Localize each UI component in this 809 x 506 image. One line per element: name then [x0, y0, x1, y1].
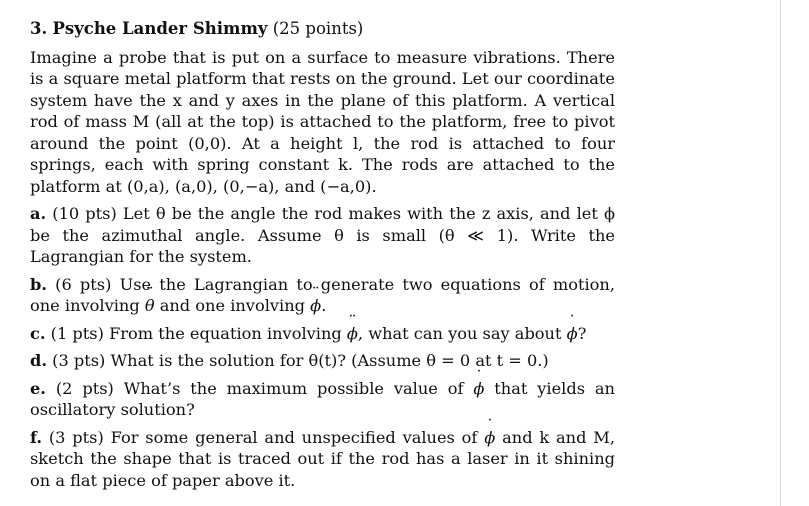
part-c-points: (1 pts): [50, 323, 104, 343]
part-b-text-1: Use the Lagrangian to generate two equations of motion, one involving: [30, 274, 615, 315]
part-a: [30, 203, 615, 268]
part-f-label: f.: [30, 427, 43, 447]
part-d: [30, 350, 615, 372]
part-e-points: (2 pts): [55, 378, 114, 398]
problem-content: [30, 18, 615, 497]
part-b: [30, 274, 615, 317]
theta-double-dot-symbol: θ ¨: [145, 295, 155, 317]
part-c-text-1: From the equation involving: [109, 323, 347, 343]
part-e: [30, 378, 615, 421]
part-d-label: d.: [30, 351, 47, 370]
problem-points: (25 points): [272, 19, 364, 38]
part-a-text: Let θ be the angle the rod makes with the z axis, and let ϕ be the azimuthal angle. Assume θ is small (θ ≪ 1). Write the Lagrangian for the system.: [30, 204, 615, 266]
problem-number: 3.: [30, 19, 48, 38]
problem-title: Psyche Lander Shimmy: [52, 19, 268, 38]
part-e-label: e.: [30, 378, 46, 398]
part-f-text-2: and k and M, sketch the shape that is traced out if the rod has a laser in it shining on a flat piece of paper above it.: [30, 427, 615, 490]
part-c-label: c.: [30, 323, 46, 343]
page-edge-divider: [780, 0, 781, 506]
part-c: [30, 323, 615, 345]
phi-dot-symbol: ϕ ˙: [484, 427, 495, 449]
problem-intro: Imagine a probe that is put on a surface to measure vibrations. There is a square metal platform that rests on the ground. Let our coordinate system have the x and y axes in the plane of this platform. A vertical rod of mass M (all at the top) is attached to the platform, free to pivot around the point (0,0). At a height l, the rod is attached to four springs, each with spring constant k. The rods are attached to the platform at (0,a), (a,0), (0,−a), and (−a,0).: [30, 47, 615, 196]
part-a-points: (10 pts): [52, 204, 117, 223]
part-c-text-2: , what can you say about: [357, 323, 567, 343]
part-f: [30, 427, 615, 492]
part-f-points: (3 pts): [48, 427, 104, 447]
part-b-text-3: .: [321, 296, 327, 315]
phi-double-dot-symbol: ϕ ¨: [310, 295, 321, 317]
part-b-label: b.: [30, 274, 47, 294]
part-b-points: (6 pts): [55, 274, 112, 294]
problem-heading: [30, 18, 615, 40]
phi-dot-symbol: ϕ ˙: [567, 323, 578, 345]
part-f-text-1: For some general and unspecified values of: [110, 427, 485, 447]
part-e-text-1: What’s the maximum possible value of: [123, 378, 474, 398]
phi-dot-symbol: ϕ ˙: [473, 378, 484, 400]
part-a-label: a.: [30, 204, 47, 223]
part-d-points: (3 pts): [52, 351, 106, 370]
part-d-text: What is the solution for θ(t)? (Assume θ = 0 at t = 0.): [110, 351, 549, 370]
phi-double-dot-symbol: ϕ ¨: [347, 323, 358, 345]
part-b-text-2: and one involving: [154, 296, 311, 315]
part-e-text-2: that yields an oscillatory solution?: [30, 378, 615, 419]
part-c-text-3: ?: [577, 323, 587, 343]
